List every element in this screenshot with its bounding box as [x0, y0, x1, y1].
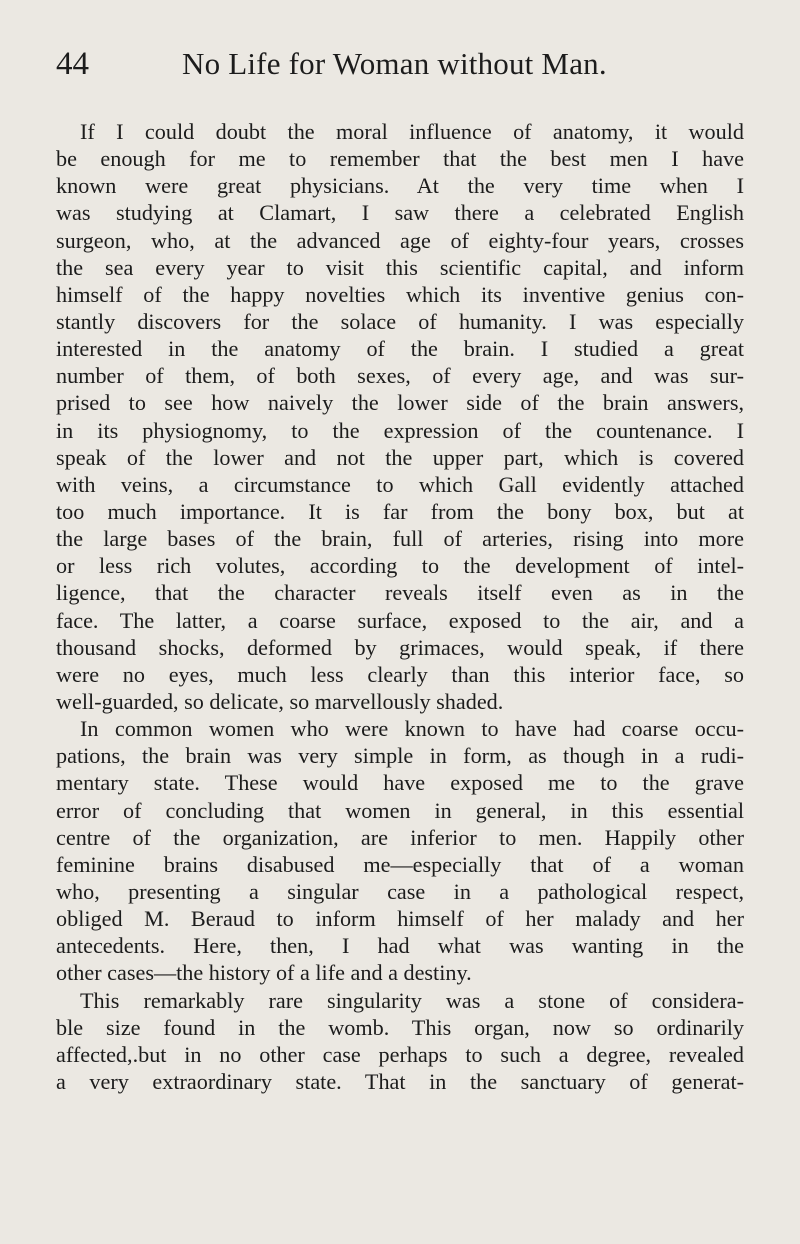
- text-line: in its physiognomy, to the expression of the countenance. I: [56, 417, 744, 443]
- text-line: antecedents. Here, then, I had what was wanting in the: [56, 933, 744, 959]
- text-line: was studying at Clamart, I saw there a celebrated English: [56, 200, 744, 226]
- text-line: error of concluding that women in general, in this essential: [56, 797, 744, 823]
- text-line: be enough for me to remember that the best men I have: [56, 146, 744, 172]
- text-line: prised to see how naively the lower side of the brain answers,: [56, 390, 744, 416]
- text-line: with veins, a circumstance to which Gall evidently attached: [56, 471, 744, 497]
- text-line: too much importance. It is far from the bony box, but at: [56, 498, 744, 524]
- text-line: centre of the organization, are inferior to men. Happily other: [56, 824, 744, 850]
- page-header: [56, 46, 744, 98]
- text-line: well-guarded, so delicate, so marvellously shaded.: [56, 688, 504, 714]
- text-line: speak of the lower and not the upper part, which is covered: [56, 444, 744, 470]
- text-line: ble size found in the womb. This organ, now so ordinarily: [56, 1014, 744, 1040]
- text-line: or less rich volutes, according to the development of intel-: [56, 553, 744, 579]
- text-line: face. The latter, a coarse surface, exposed to the air, and a: [56, 607, 744, 633]
- text-line: other cases—the history of a life and a destiny.: [56, 960, 472, 986]
- text-line: feminine brains disabused me—especially that of a woman: [56, 851, 744, 877]
- text-line: number of them, of both sexes, of every age, and was sur-: [56, 363, 744, 389]
- text-line: known were great physicians. At the very time when I: [56, 173, 744, 199]
- body-text: [56, 118, 744, 1095]
- text-line: the large bases of the brain, full of arteries, rising into more: [56, 526, 744, 552]
- text-line: thousand shocks, deformed by grimaces, would speak, if there: [56, 634, 744, 660]
- text-line: surgeon, who, at the advanced age of eighty-four years, crosses: [56, 227, 744, 253]
- page-number: 44: [56, 46, 89, 82]
- text-line: mentary state. These would have exposed me to the grave: [56, 770, 744, 796]
- text-line: ligence, that the character reveals itself even as in the: [56, 580, 744, 606]
- text-line: In common women who were known to have had coarse occu-: [80, 716, 744, 742]
- text-line: obliged M. Beraud to inform himself of her malady and her: [56, 906, 744, 932]
- text-line: who, presenting a singular case in a pathological respect,: [56, 878, 744, 904]
- text-line: stantly discovers for the solace of humanity. I was especially: [56, 308, 744, 334]
- text-line: interested in the anatomy of the brain. I studied a great: [56, 336, 744, 362]
- text-line: a very extraordinary state. That in the sanctuary of generat-: [56, 1068, 744, 1094]
- text-line: affected,.but in no other case perhaps to such a degree, revealed: [56, 1041, 744, 1067]
- text-line: pations, the brain was very simple in form, as though in a rudi-: [56, 743, 744, 769]
- text-line: This remarkably rare singularity was a stone of considera-: [80, 987, 744, 1013]
- text-line: If I could doubt the moral influence of anatomy, it would: [80, 119, 744, 144]
- text-line: were no eyes, much less clearly than this interior face, so: [56, 661, 744, 687]
- text-line: the sea every year to visit this scientific capital, and inform: [56, 254, 744, 280]
- running-head: No Life for Woman without Man.: [182, 46, 607, 81]
- text-line: himself of the happy novelties which its inventive genius con-: [56, 281, 744, 307]
